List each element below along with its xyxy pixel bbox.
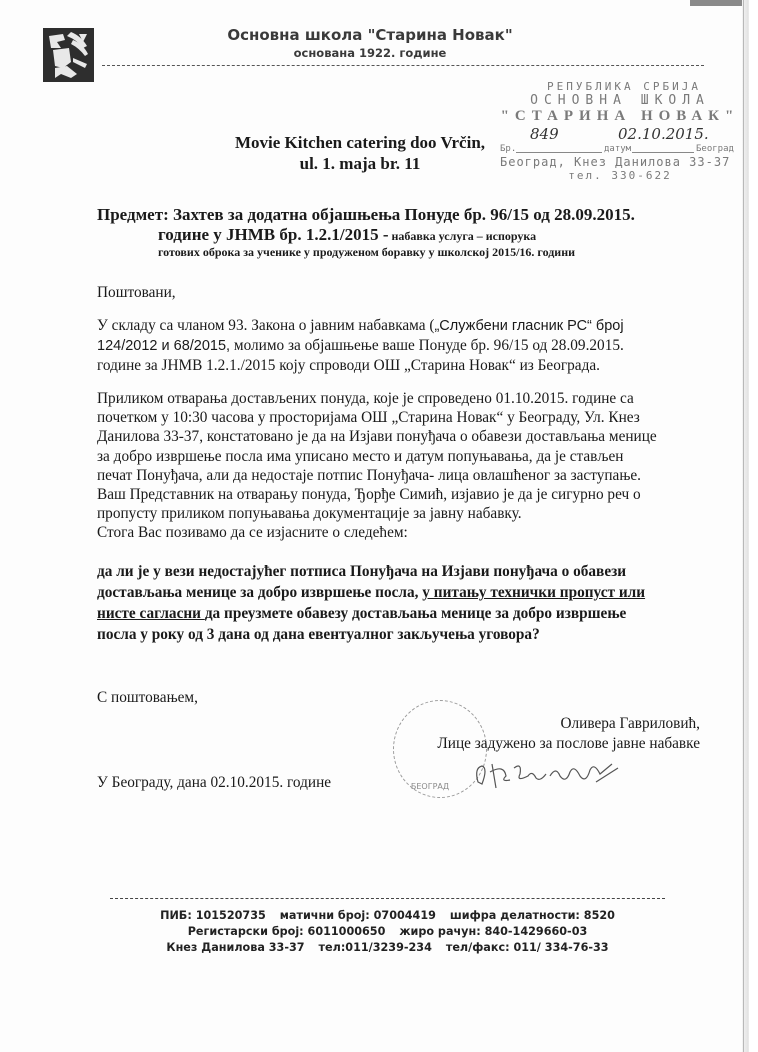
header-divider: [102, 65, 704, 66]
scan-page-edge: [742, 0, 758, 1052]
stamp-school-name: "СТАРИНА НОВАК": [500, 108, 740, 124]
paragraph-4-b: да преузмете обавезу достављања менице за добро извршење посла у року од 3 дана од дана евентуалног закључења уговора?: [97, 605, 627, 643]
footer-line-3: [110, 940, 665, 956]
paragraph-4-a: да ли је у вези недостајућег потписа Понуђача на Изјави понуђача о обавези достављања менице за добро извршење посла,: [97, 563, 627, 601]
paragraph-4-underlined: у питању технички пропуст или нисте сагласни: [97, 584, 646, 622]
footer-info: [110, 908, 665, 956]
footer-line-2: [110, 924, 665, 940]
footer-maticni: матични број: 07004419: [279, 909, 436, 922]
stamp-phone: тел. 330-622: [568, 169, 672, 182]
paragraph-1-citation: „Службени гласник РС“ број 124/2012 и 68/2015,: [97, 318, 624, 355]
recipient-address: ul. 1. maja br. 11: [299, 154, 421, 173]
signer-title: Лице задужено за послове јавне набавке: [437, 735, 700, 752]
school-founded: основана 1922. године: [293, 46, 447, 60]
stamp-date-value: 02.10.2015.: [618, 125, 709, 143]
scan-edge-line: [743, 0, 744, 1052]
stamp-date-line: [632, 152, 694, 153]
paragraph-1: [97, 316, 657, 376]
subject-block: [97, 205, 635, 260]
footer-ziro: жиро рачун: 840-1429660-03: [399, 925, 588, 938]
footer-fax: тел/факс: 011/ 334-76-33: [445, 941, 609, 954]
handwritten-signature: [470, 756, 630, 792]
footer-registarski: Регистарски број: 6011000650: [187, 925, 386, 938]
footer-sifra: шифра делатности: 8520: [449, 909, 615, 922]
subject-line-1: Предмет: Захтев за додатна објашњења Понуде бр. 96/15 од 28.09.2015.: [97, 205, 635, 224]
subject-line-3: готових оброка за ученике у продуженом боравку у школској 2015/16. години: [158, 245, 576, 259]
stamp-school-type: ОСНОВНА ШКОЛА: [530, 93, 710, 108]
place-and-date: У Београду, дана 02.10.2015. године: [97, 774, 332, 791]
closing-salutation: С поштовањем,: [97, 689, 198, 706]
footer-divider: [110, 898, 665, 899]
registry-stamp: [500, 80, 740, 182]
recipient-block: [230, 132, 490, 174]
recipient-company: Movie Kitchen catering doo Vrčin,: [234, 133, 486, 152]
stamp-city-label: Београд: [696, 144, 734, 154]
paragraph-2: Приликом отварања достављених понуда, које је спроведено 01.10.2015. године са почетком у 10:30 часова у просторијама ОШ „Старина Новак“ у Београду, Ул. Кнез Данилова 33-37, констатовано је да на Изјави понуђача о обавези достављања менице за добро извршење посла има уписано место и датум попуњавања, да је стављен печат Понуђача, али да недостаје потпис Понуђача- лица овлашћеног за заступање. Ваш Представник на отварању понуда, Ђорђе Симић, изјавио је да је сигурно реч о пропусту приликом попуњавања документације за јавну набавку.: [97, 390, 657, 523]
stamp-number-line: [516, 152, 602, 153]
paragraph-1-c: молимо за објашњење ваше Понуде бр. 96/15 од 28.09.2015. године за ЈНМВ 1.2.1./2015 коју спроводи ОШ „Старина Новак“ из Београда.: [97, 337, 624, 375]
school-logo-icon: [43, 28, 94, 82]
footer-line-1: [110, 908, 665, 924]
seal-text: БЕОГРАД: [410, 782, 450, 791]
paragraph-3: Стога Вас позивамо да се изјасните о следећем:: [97, 524, 408, 541]
subject-line-2-small: набавка услуга – испорука: [388, 229, 537, 243]
subject-line-2: [158, 225, 635, 245]
footer-pib: ПИБ: 101520735: [160, 909, 266, 922]
greeting: Поштовани,: [97, 284, 176, 301]
subject-line-2-main: године у ЈНМВ бр. 1.2.1/2015 -: [158, 225, 389, 244]
signer-name: Оливера Гавриловић,: [560, 715, 700, 732]
stamp-address: Београд, Кнез Данилова 33-37: [500, 155, 731, 169]
stamp-handwritten-row: [500, 125, 740, 143]
stamp-date-label: датум: [604, 144, 632, 154]
paragraph-4-question: [97, 561, 657, 645]
stamp-country: РЕПУБЛИКА СРБИЈА: [547, 80, 701, 93]
stamp-number-label: Бр.: [500, 144, 517, 154]
footer-tel: тел:011/3239-234: [318, 941, 432, 954]
paragraph-1-a: У складу са чланом 93. Закона о јавним набавкама (: [97, 317, 435, 334]
school-name: Основна школа "Старина Новак": [227, 26, 513, 44]
footer-adresa: Кнез Данилова 33-37: [166, 941, 305, 954]
stamp-number-date-row: [500, 143, 740, 155]
stamp-number-value: 849: [530, 125, 559, 143]
